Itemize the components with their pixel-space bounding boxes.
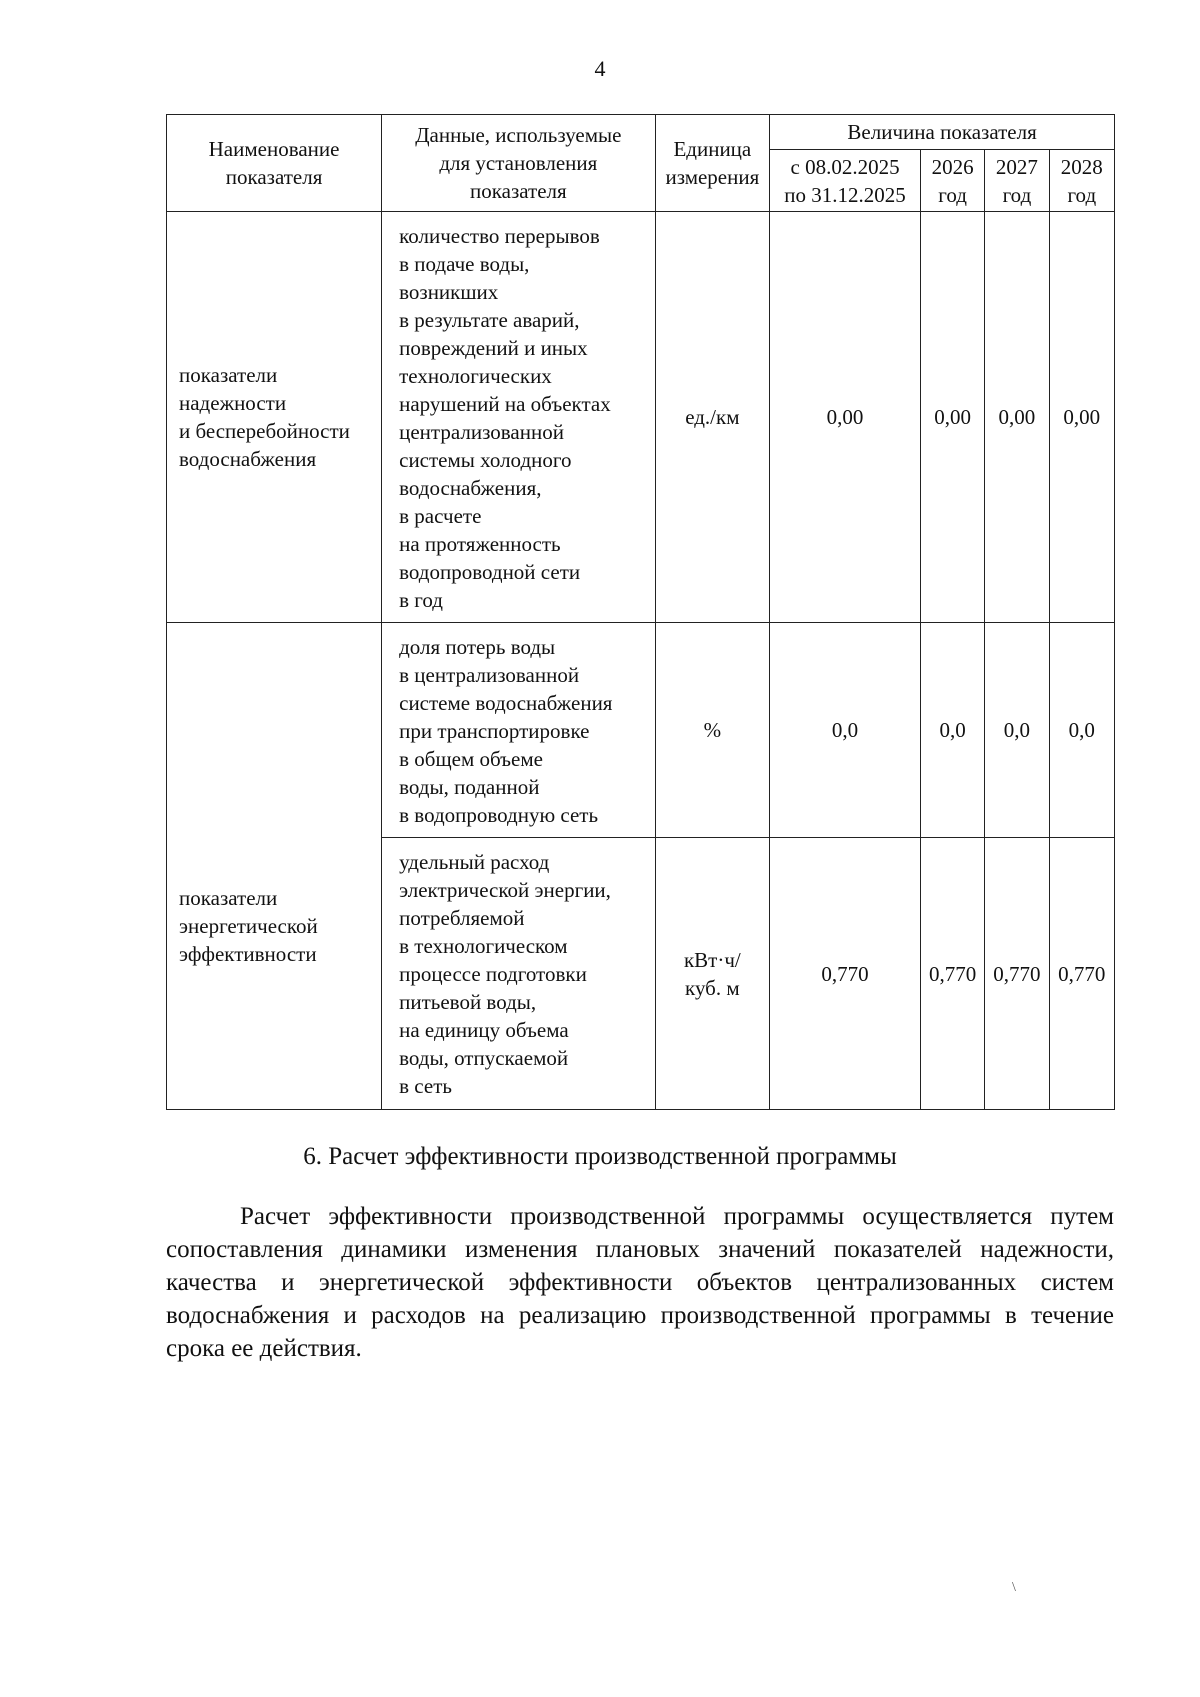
- page-number: 4: [594, 56, 606, 81]
- value-2026: 0,00: [920, 212, 984, 623]
- indicator-unit: кВт·ч/ куб. м: [655, 838, 770, 1110]
- value-2027: 0,00: [985, 212, 1049, 623]
- indicator-unit: %: [655, 623, 770, 838]
- value-2028: 0,0: [1049, 623, 1114, 838]
- value-2025: 0,770: [770, 838, 921, 1110]
- scan-mark: \: [1012, 1580, 1016, 1595]
- table-row: [167, 212, 1115, 623]
- indicator-group-name: показатели надежности и бесперебойности водоснабжения: [167, 212, 382, 623]
- value-2028: 0,00: [1049, 212, 1114, 623]
- value-2026: 0,770: [920, 838, 984, 1110]
- indicator-description: количество перерывов в подаче воды, возникших в результате аварий, повреждений и иных технологических нарушений на объектах централизованной системы холодного водоснабжения, в расчете на протяженность водопроводной сети в год: [382, 212, 655, 623]
- value-2028: 0,770: [1049, 838, 1114, 1110]
- header-year-2027: 2027 год: [985, 150, 1049, 212]
- header-year-2026: 2026 год: [920, 150, 984, 212]
- header-year-2028: 2028 год: [1049, 150, 1114, 212]
- value-2027: 0,0: [985, 623, 1049, 838]
- value-2027: 0,770: [985, 838, 1049, 1110]
- header-unit: Единица измерения: [655, 115, 770, 212]
- indicator-description: доля потерь воды в централизованной системе водоснабжения при транспортировке в общем объеме воды, поданной в водопроводную сеть: [382, 623, 655, 838]
- body-paragraph: Расчет эффективности производственной программы осуществляется путем сопоставления динамики изменения плановых значений показателей надежности, качества и энергетической эффективности объектов централизованных систем водоснабжения и расходов на реализацию производственной программы в течение срока ее действия.: [166, 1203, 1114, 1362]
- header-row-top: [167, 115, 1115, 150]
- header-value-group: Величина показателя: [770, 115, 1115, 150]
- header-name: Наименование показателя: [167, 115, 382, 212]
- value-2026: 0,0: [920, 623, 984, 838]
- header-period-2025: с 08.02.2025 по 31.12.2025: [770, 150, 921, 212]
- table-row: [167, 623, 1115, 838]
- header-data-used: Данные, используемые для установления показателя: [382, 115, 655, 212]
- indicator-description: удельный расход электрической энергии, потребляемой в технологическом процессе подготовки питьевой воды, на единицу объема воды, отпускаемой в сеть: [382, 838, 655, 1110]
- value-2025: 0,0: [770, 623, 921, 838]
- section-title: 6. Расчет эффективности производственной программы: [303, 1143, 897, 1170]
- indicator-group-name: показатели энергетической эффективности: [167, 623, 382, 1110]
- indicator-unit: ед./км: [655, 212, 770, 623]
- value-2025: 0,00: [770, 212, 921, 623]
- indicators-table: [166, 114, 1115, 1110]
